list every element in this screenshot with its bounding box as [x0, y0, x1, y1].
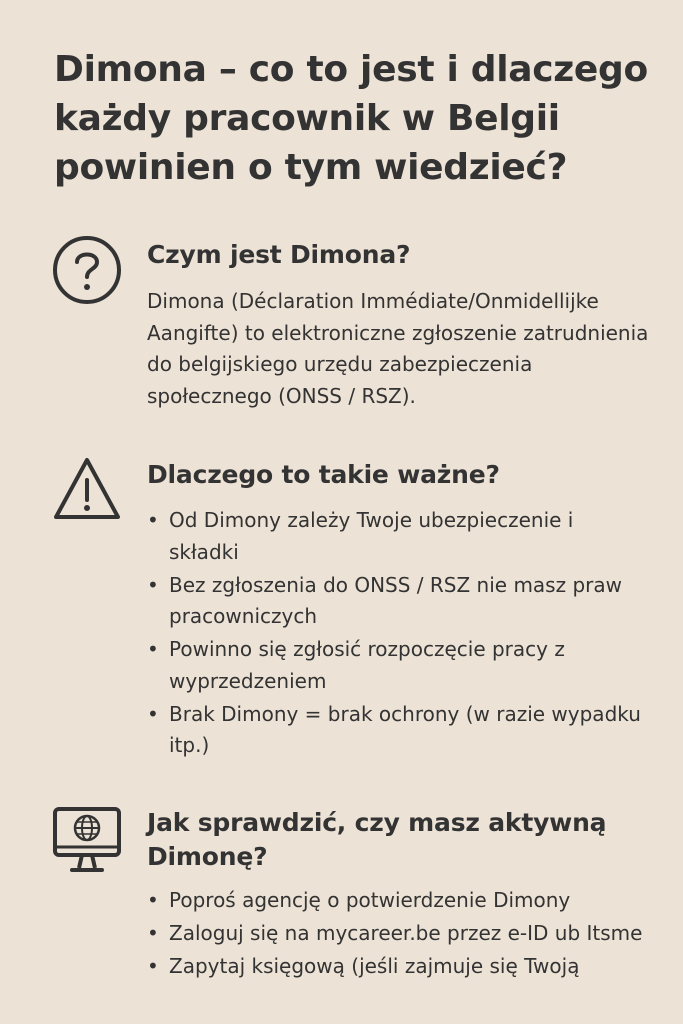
list-item: • Zaloguj się na mycareer.be przez e-ID ub Itsme — [147, 918, 647, 950]
section-heading: Czym jest Dimona? — [147, 240, 411, 269]
page-title: Dimona – co to jest i dlaczego każdy pracownik w Belgii powinien o tym wiedzieć? — [54, 49, 648, 188]
warning-triangle-icon — [52, 455, 122, 525]
computer-globe-icon — [52, 806, 122, 876]
list-item: • Powinno się zgłosić rozpoczęcie pracy z wyprzedzeniem — [147, 634, 647, 697]
bullet-list — [147, 885, 647, 984]
list-item: • Poproś agencję o potwierdzenie Dimony — [147, 885, 647, 917]
list-item: • Bez zgłoszenia do ONSS / RSZ nie masz praw pracowniczych — [147, 570, 647, 633]
section-heading: Jak sprawdzić, czy masz aktywną Dimonę? — [147, 808, 607, 871]
bullet-list — [147, 505, 647, 763]
list-item: • Od Dimony zależy Twoje ubezpieczenie i składki — [147, 505, 647, 568]
section-body-text: Dimona (Déclaration Immédiate/Onmidellijke Aangifte) to elektroniczne zgłoszenie zatrudnienia do belgijskiego urzędu zabezpieczenia społecznego (ONSS / RSZ). — [147, 289, 649, 408]
question-circle-icon — [52, 235, 122, 305]
section-heading: Dlaczego to takie ważne? — [147, 460, 500, 489]
list-item: • Zapytaj księgową (jeśli zajmuje się Twoją — [147, 951, 647, 983]
list-item: • Brak Dimony = brak ochrony (w razie wypadku itp.) — [147, 699, 647, 762]
